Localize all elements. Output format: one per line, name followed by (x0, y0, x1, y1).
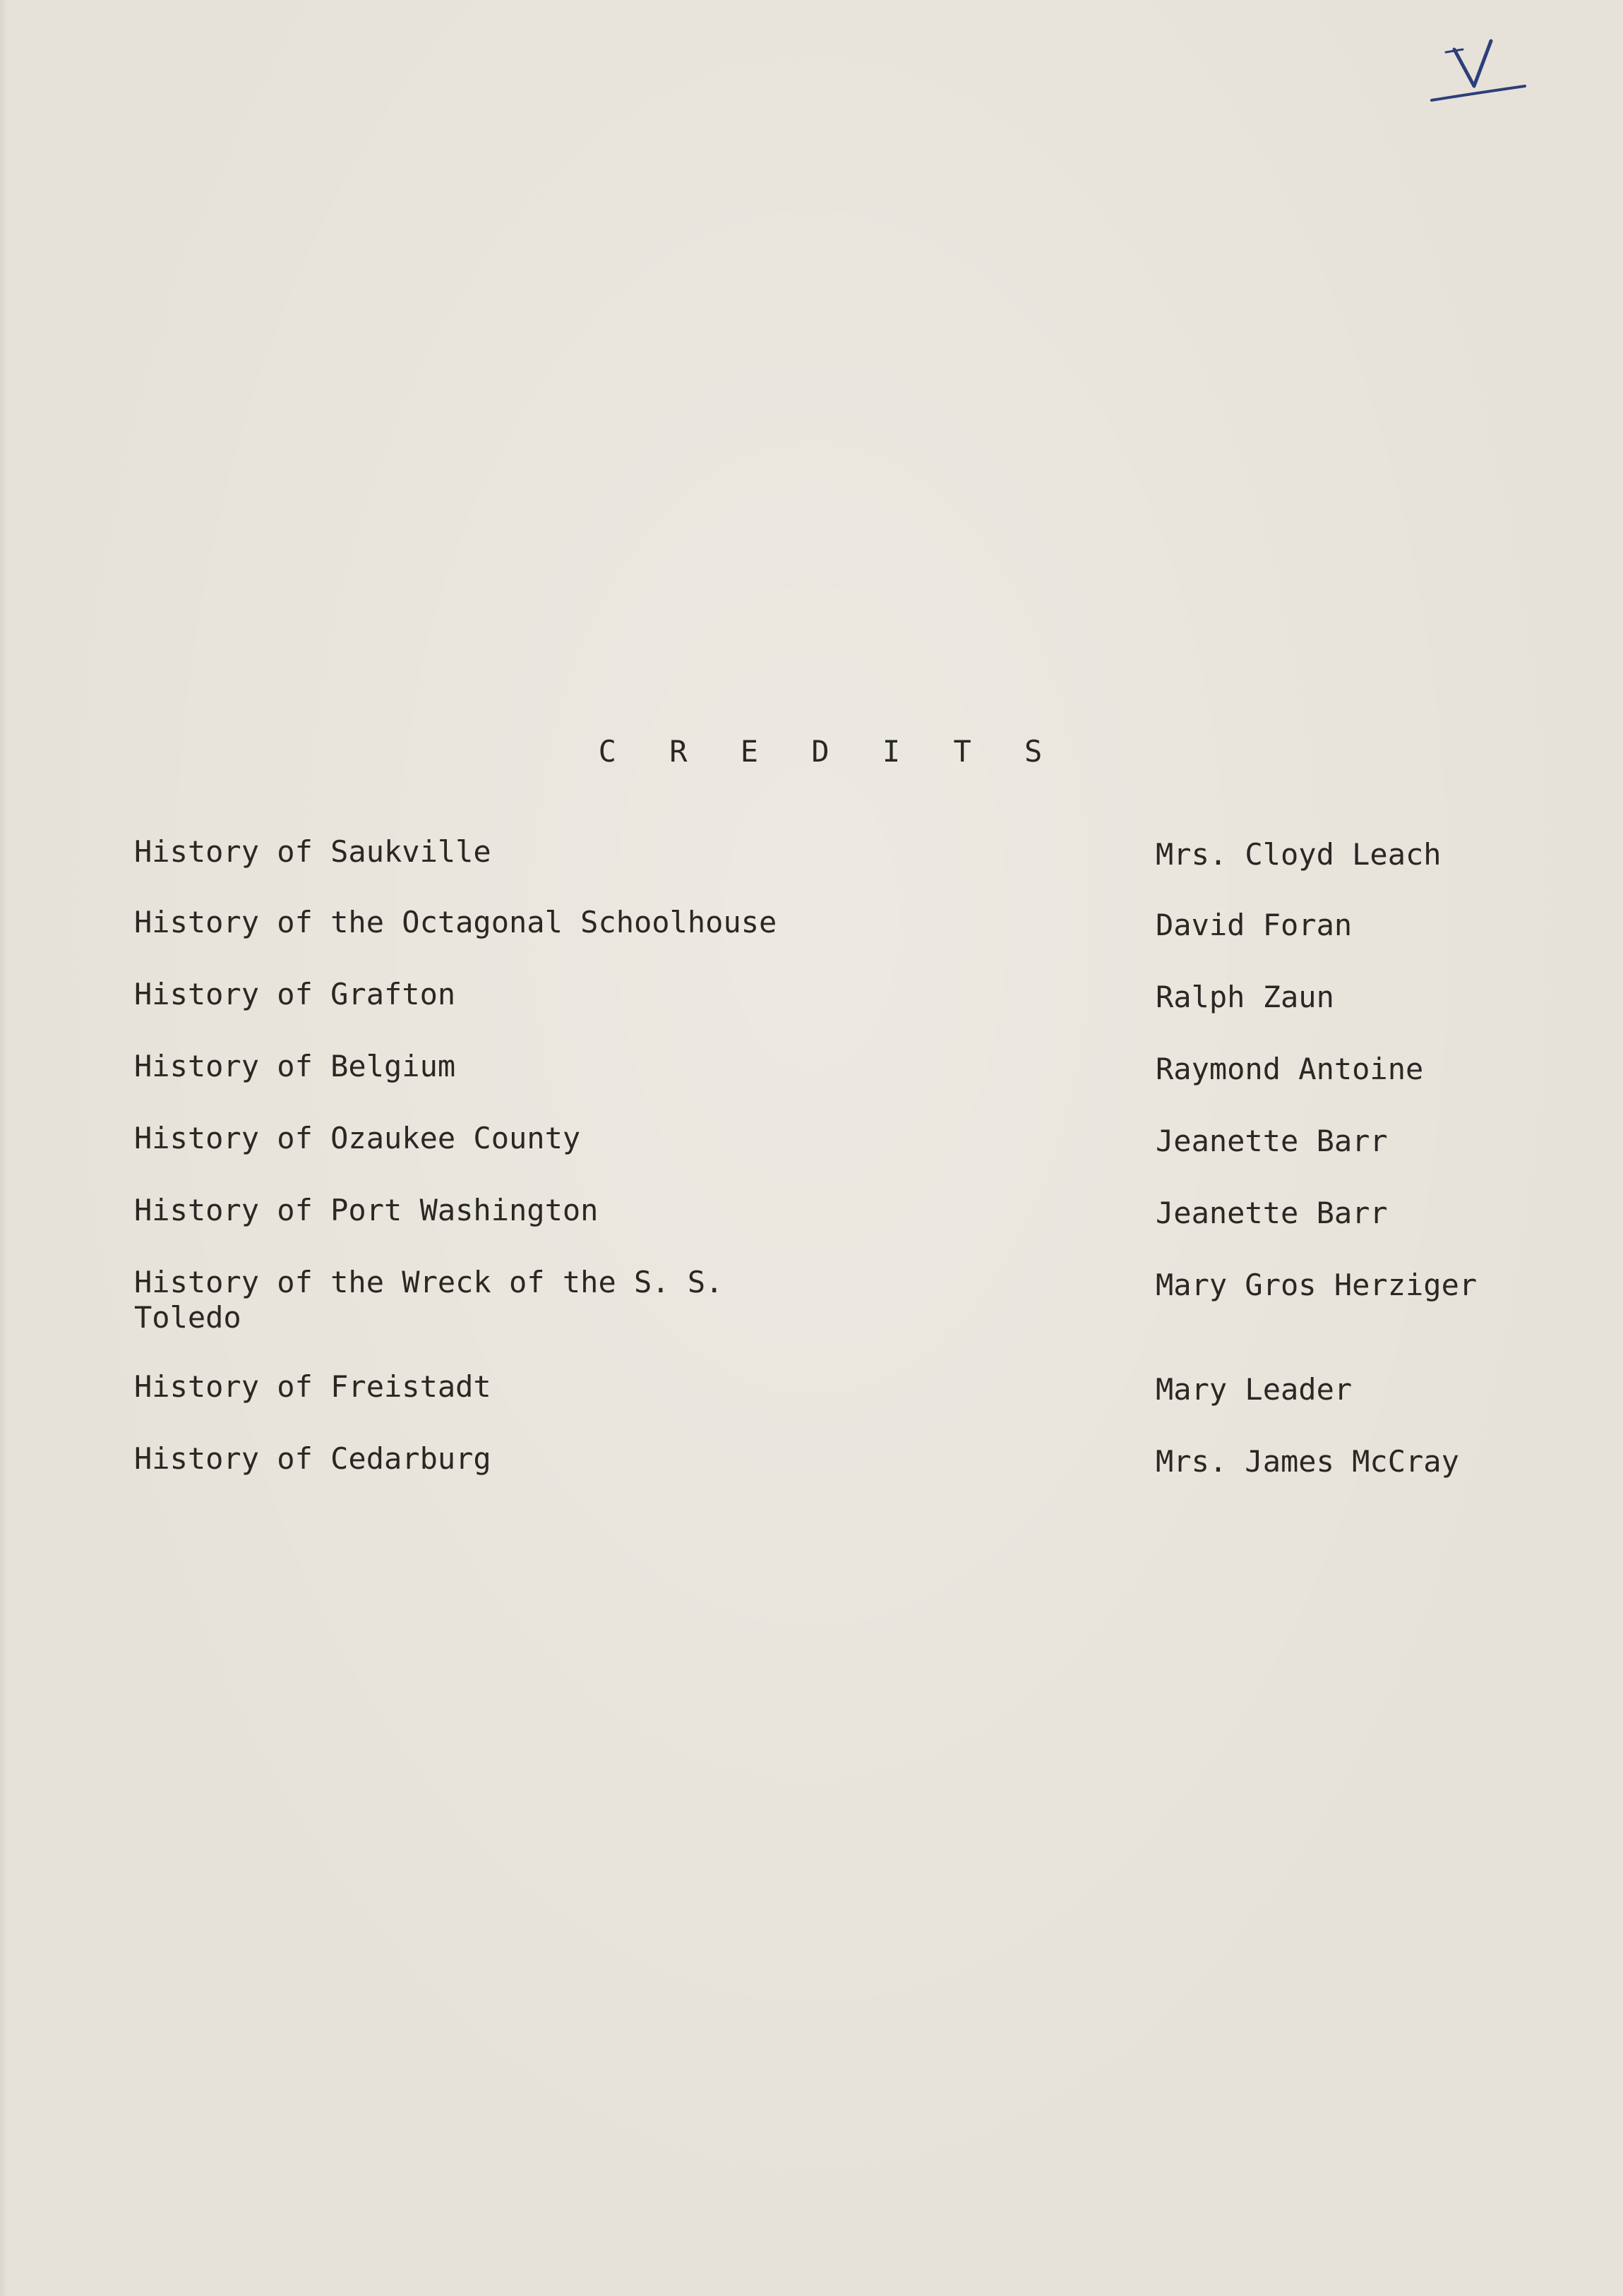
credit-author: Jeanette Barr (1156, 1124, 1388, 1158)
credit-row (134, 977, 1511, 1047)
credit-topic: History of Cedarburg (134, 1441, 491, 1476)
credit-topic: History of Freistadt (134, 1369, 491, 1404)
credit-author: Ralph Zaun (1156, 980, 1334, 1014)
credit-row (134, 1049, 1511, 1119)
credit-topic: History of Port Washington (134, 1193, 599, 1227)
page-title: C R E D I T S (598, 734, 1060, 769)
credit-topic: History of Saukville (134, 834, 491, 869)
credit-row (134, 1369, 1511, 1440)
credit-row (134, 1193, 1511, 1263)
credit-row (134, 905, 1511, 975)
credit-topic: History of the Wreck of the S. S. Toledo (134, 1265, 724, 1335)
credit-author: David Foran (1156, 908, 1353, 942)
credit-author: Raymond Antoine (1156, 1052, 1424, 1086)
credit-row (134, 1121, 1511, 1191)
credit-author: Mrs. James McCray (1156, 1444, 1459, 1479)
credit-author: Jeanette Barr (1156, 1196, 1388, 1230)
credit-author: Mary Leader (1156, 1372, 1353, 1407)
credit-row (134, 834, 1511, 905)
credit-author: Mrs. Cloyd Leach (1156, 837, 1442, 872)
credit-row (134, 1441, 1511, 1512)
credit-topic: History of Grafton (134, 977, 456, 1011)
credit-topic: History of the Octagonal Schoolhouse (134, 905, 777, 939)
credit-topic: History of Belgium (134, 1049, 456, 1083)
credit-topic: History of Ozaukee County (134, 1121, 581, 1155)
page-edge-shadow (0, 0, 7, 2296)
handwritten-v-icon (1426, 28, 1532, 113)
credit-row (134, 1265, 1511, 1335)
credit-author: Mary Gros Herziger (1156, 1268, 1478, 1302)
handwritten-page-number (1426, 28, 1532, 113)
